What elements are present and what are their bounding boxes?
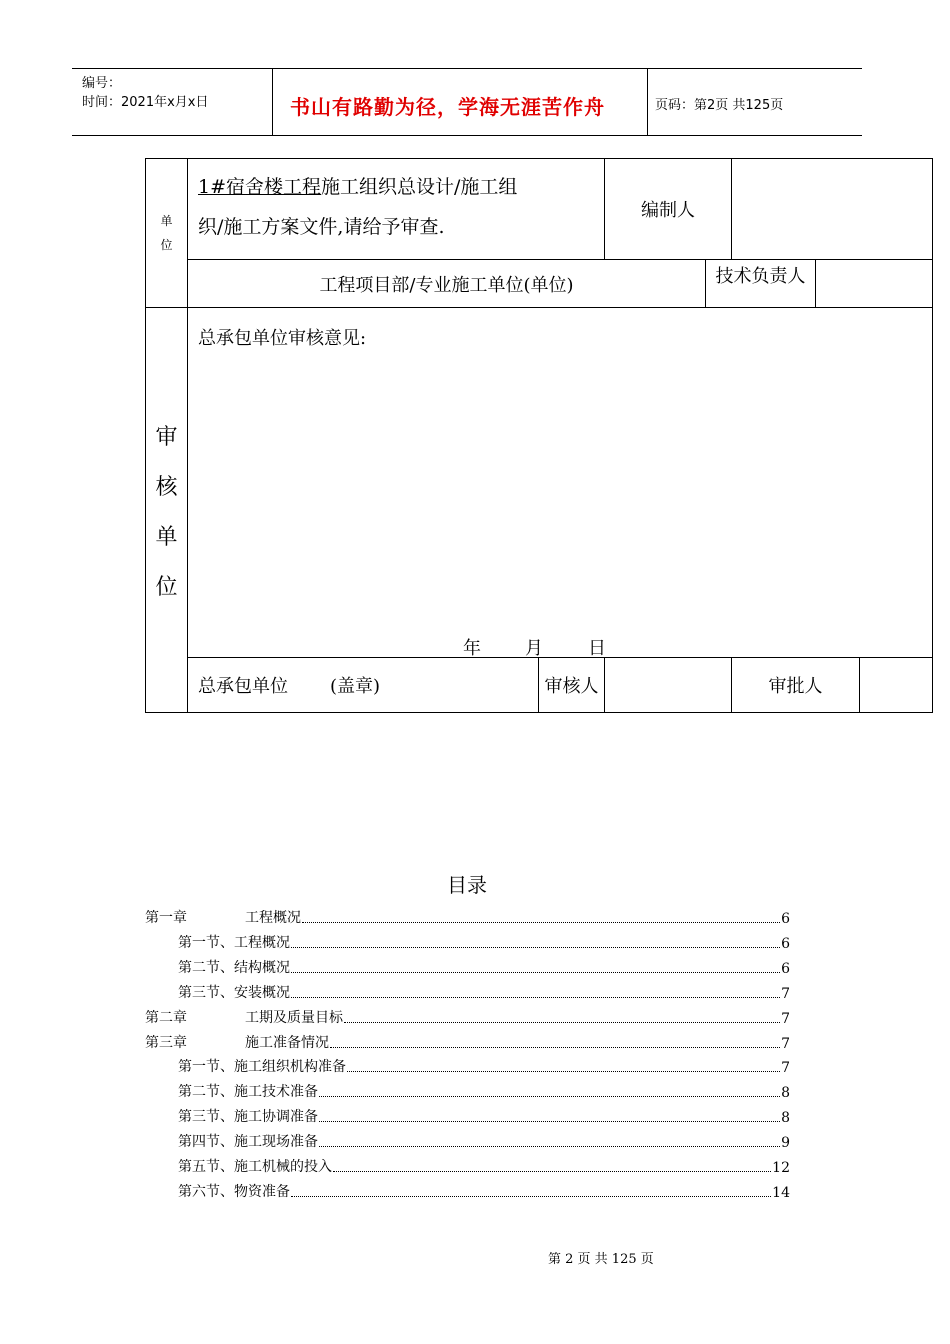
toc-entry-leader [291,947,780,948]
toc-entry-label: 第一节、工程概况 [178,935,290,951]
review-unit-char-4: 位 [155,575,178,600]
toc-entry-label: 施工准备情况 [245,1035,329,1051]
toc-entry-label: 第三节、安装概况 [178,985,290,1001]
toc-entry[interactable] [178,1081,790,1101]
toc-entry-leader [291,997,780,998]
toc-entry[interactable] [145,1007,790,1027]
toc-entry-chapter: 第三章 [145,1035,187,1051]
toc-entry-label: 第五节、施工机械的投入 [178,1159,332,1175]
reviewer-label-cell [539,658,605,713]
toc-entry-chapter: 第二章 [145,1010,187,1026]
toc-entry[interactable] [145,1032,790,1052]
toc-entry-page: 12 [772,1160,790,1176]
toc-entry-leader [319,1146,780,1147]
toc-entry-label: 第三节、施工协调准备 [178,1109,318,1125]
toc-entry-page: 7 [781,986,790,1002]
toc-entry-label: 工期及质量目标 [245,1010,343,1026]
toc-entry-page: 7 [781,1036,790,1052]
review-unit-char-2: 核 [155,475,178,500]
toc-entry-leader [291,972,780,973]
header-divider-right [647,69,648,136]
submission-text-cell [188,159,605,260]
toc-entry-page: 6 [781,936,790,952]
toc-entry-page: 9 [781,1135,790,1151]
toc-entry-leader [333,1171,771,1172]
general-contractor-label: 总承包单位 [198,676,288,697]
tech-lead-value-cell [816,260,933,308]
header-motto: 书山有路勤为径，学海无涯苦作舟 [290,95,605,119]
approver-value-cell [860,658,933,713]
seal-label: (盖章) [330,676,381,697]
reviewer-value-cell [605,658,732,713]
header-page: 页码：第2页 共125页 [655,98,784,113]
approver-label: 审批人 [768,676,823,697]
compiler-label: 编制人 [641,200,695,221]
toc-entry[interactable] [178,1181,790,1201]
date-month: 月 [525,638,543,659]
approver-label-cell [732,658,860,713]
review-opinion-label: 总承包单位审核意见: [198,328,367,349]
approval-form-table [145,158,933,713]
header-time: 时间：2021年x月x日 [82,95,209,110]
toc-entry-leader [302,922,780,923]
submission-text-line2: 织/施工方案文件,请给予审查. [198,216,445,238]
toc-entry-label: 第六节、物资准备 [178,1184,290,1200]
toc-entry[interactable] [178,957,790,977]
review-opinion-cell [188,308,933,658]
tech-lead-label: 技术负责人 [715,266,806,287]
page-footer: 第 2 页 共 125 页 [548,1252,654,1267]
reviewer-label: 审核人 [544,676,599,697]
review-unit-char-3: 单 [155,525,178,550]
review-unit-cell [146,308,188,713]
toc-entry-page: 7 [781,1011,790,1027]
project-dept-label: 工程项目部/专业施工单位(单位) [319,274,574,296]
toc-entry-label: 工程概况 [245,910,301,926]
toc-entry-label: 第四节、施工现场准备 [178,1134,318,1150]
toc-entry-leader [291,1196,771,1197]
toc-entry-chapter: 第一章 [145,910,187,926]
review-unit-char-1: 审 [155,425,178,450]
project-dept-cell [188,260,706,308]
toc-entry-leader [319,1096,780,1097]
toc-entry[interactable] [178,982,790,1002]
tech-lead-label-cell [706,260,816,308]
date-year: 年 [463,638,481,659]
unit-small-label: 单位 [160,214,173,252]
toc-entry-page: 8 [781,1110,790,1126]
unit-label-cell [146,159,188,308]
toc-entry[interactable] [145,907,790,927]
toc-entry-page: 8 [781,1085,790,1101]
toc-entry-page: 14 [772,1185,790,1201]
toc-entry-page: 6 [781,911,790,927]
toc-entry[interactable] [178,1131,790,1151]
toc-entry[interactable] [178,1156,790,1176]
submission-text-line1: 施工组织总设计/施工组 [321,176,518,198]
header-divider-left [272,69,273,136]
project-name: 1#宿舍楼工程 [198,176,322,198]
toc-entry-leader [344,1022,780,1023]
toc-entry-leader [347,1071,780,1072]
toc-entry[interactable] [178,1106,790,1126]
toc-entry-label: 第二节、施工技术准备 [178,1084,318,1100]
toc-entry-page: 7 [781,1060,790,1076]
header-number: 编号： [82,76,122,91]
date-day: 日 [588,638,606,659]
toc-entry-leader [319,1121,780,1122]
header-bottom-rule [72,135,862,136]
toc-entry[interactable] [178,932,790,952]
toc-entry[interactable] [178,1056,790,1076]
general-contractor-cell [188,658,539,713]
header-top-rule [72,68,862,69]
toc-entry-label: 第二节、结构概况 [178,960,290,976]
toc-entry-leader [330,1047,780,1048]
toc-title: 目录 [447,873,487,897]
toc-entry-label: 第一节、施工组织机构准备 [178,1059,346,1075]
compiler-value-cell [732,159,933,260]
toc-entry-page: 6 [781,961,790,977]
compiler-label-cell [605,159,732,260]
